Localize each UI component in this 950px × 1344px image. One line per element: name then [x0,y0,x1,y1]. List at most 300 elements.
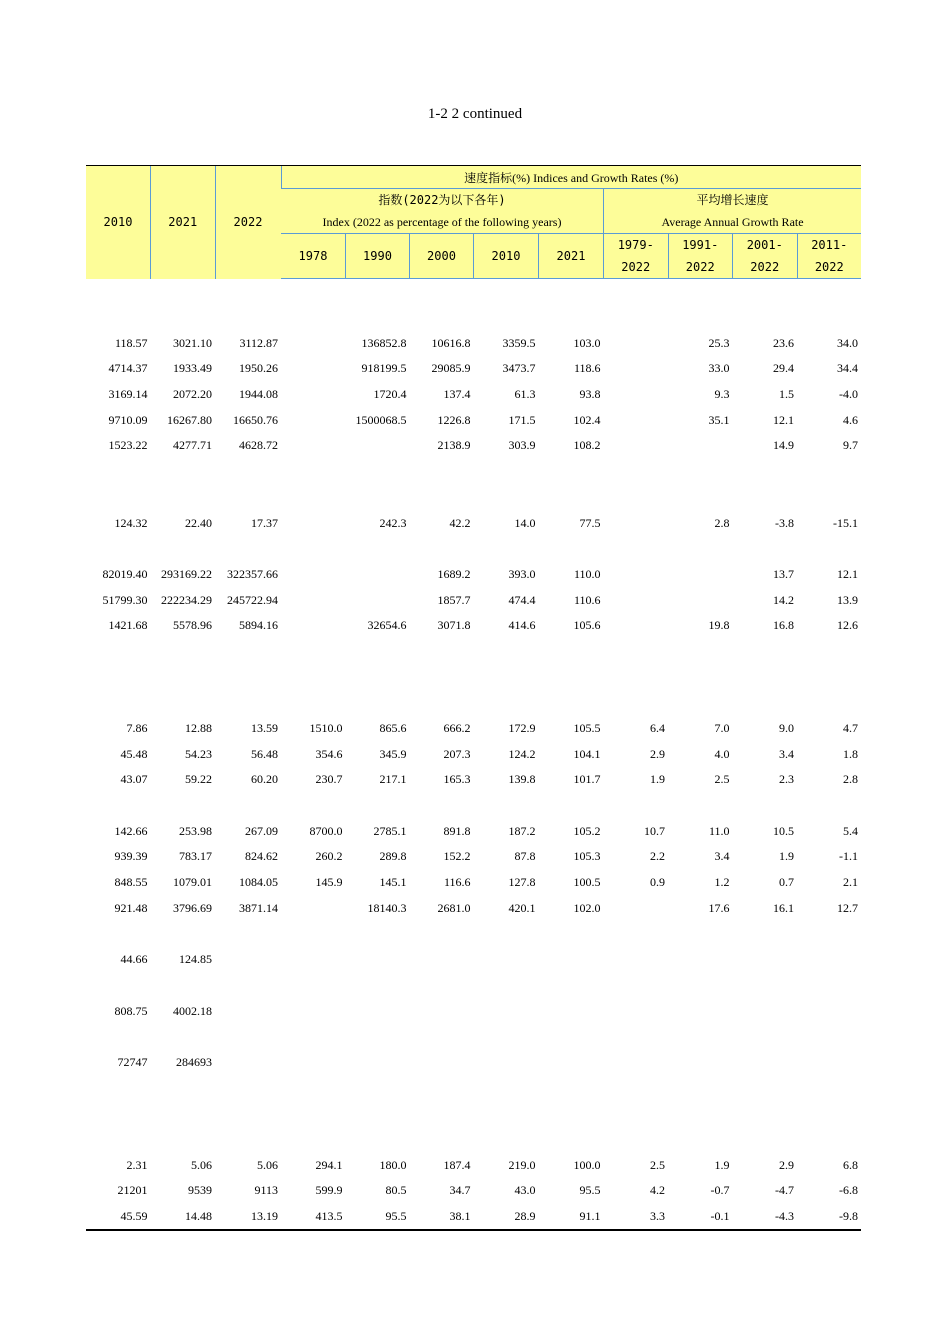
table-cell: 217.1 [379,772,407,787]
table-cell [668,1024,733,1050]
table-cell [474,536,539,562]
table-cell [797,998,861,1024]
table-cell: 0.9 [650,875,665,890]
table-cell [668,1101,733,1127]
table-cell [604,433,669,459]
table-cell [604,536,669,562]
index-year-1990: 1990 [346,234,410,279]
table-cell [151,664,216,690]
table-cell [797,1075,861,1101]
table-cell [668,536,733,562]
table-row [86,870,861,896]
table-cell [668,793,733,819]
table-cell [604,587,669,613]
table-cell [733,1024,798,1050]
table-cell [668,664,733,690]
table-cell [215,279,281,305]
table-cell [346,947,410,973]
table-cell: 1.9 [779,849,794,864]
table-cell [346,305,410,331]
table-cell [539,1101,604,1127]
table-cell: 56.48 [251,746,278,761]
table-cell [151,1075,216,1101]
table-cell [604,921,669,947]
table-body [86,279,861,1231]
table-cell: 918199.5 [361,361,407,376]
table-cell [668,639,733,665]
table-cell [668,1127,733,1153]
table-cell [281,896,346,922]
group-header-indices: 速度指标(%) Indices and Growth Rates (%) [281,166,861,189]
table-cell [733,1050,798,1076]
table-cell [86,305,151,331]
index-year-2000: 2000 [410,234,474,279]
spacer-row [86,459,861,485]
table-cell [346,1050,410,1076]
table-cell [604,947,669,973]
table-cell: 187.2 [508,823,536,838]
index-year-2021: 2021 [539,234,604,279]
page-title: 1-2 2 continued [427,106,523,122]
table-cell: 5.06 [191,1157,212,1172]
table-cell [539,305,604,331]
table-cell: 891.8 [443,823,471,838]
table-cell [410,1050,474,1076]
table-cell: 171.5 [508,412,536,427]
table-cell: 6.8 [843,1157,859,1172]
table-cell: 11.0 [708,823,730,838]
table-cell [86,485,151,511]
table-cell [604,973,669,999]
spacer-row [86,536,861,562]
table-cell [281,356,346,382]
table-cell [604,356,669,382]
table-cell [604,613,669,639]
table-cell [281,613,346,639]
table-cell: 2.1 [843,875,859,890]
spacer-row [86,1101,861,1127]
table-cell [410,793,474,819]
table-cell: 1510.0 [309,721,343,736]
table-cell: 10.5 [773,823,794,838]
table-cell: 43.07 [120,772,148,787]
table-cell: 1.8 [843,746,859,761]
table-row [86,330,861,356]
table-cell [86,536,151,562]
table-cell: 3871.14 [239,900,278,915]
table-cell [733,536,798,562]
table-cell: 666.2 [443,721,471,736]
table-cell [86,793,151,819]
table-cell [797,536,861,562]
table-cell: 4.6 [843,412,859,427]
growth-header-en: Average Annual Growth Rate [661,215,804,229]
table-cell: 103.0 [573,335,601,350]
table-cell: 2.8 [843,772,859,787]
table-cell: 413.5 [281,1204,346,1231]
table-cell: 124.2 [508,746,536,761]
table-cell: -4.7 [775,1183,794,1198]
table-cell: 12.6 [837,618,859,633]
table-cell: 1950.26 [239,361,278,376]
table-cell [346,973,410,999]
table-cell [539,459,604,485]
table-cell: 2.5 [650,1157,665,1172]
table-cell [281,1075,346,1101]
table-cell: 2.5 [714,772,730,787]
table-cell: 101.7 [573,772,601,787]
table-cell [151,305,216,331]
table-cell: 808.75 [114,1003,148,1018]
table-cell: 172.9 [508,721,536,736]
table-cell [410,690,474,716]
table-cell: 2681.0 [437,900,471,915]
table-cell [86,664,151,690]
table-cell: 783.17 [179,849,212,864]
table-cell: 118.57 [114,335,148,350]
table-cell [604,1075,669,1101]
index-header-en: Index (2022 as percentage of the following years) [322,215,562,229]
table-cell [604,510,669,536]
table-cell [346,587,410,613]
table-cell [797,664,861,690]
table-cell: -15.1 [833,515,859,530]
table-cell [410,921,474,947]
table-cell [86,639,151,665]
table-cell: 3.3 [604,1204,669,1231]
table-cell [281,587,346,613]
table-cell [410,998,474,1024]
table-cell [733,1127,798,1153]
table-cell [604,998,669,1024]
table-cell: 8700.0 [309,823,343,838]
table-cell: 222234.29 [161,592,212,607]
table-cell [86,1101,151,1127]
table-cell [346,1075,410,1101]
table-cell: 23.6 [773,335,794,350]
table-cell [410,664,474,690]
spacer-row [86,305,861,331]
table-cell [281,947,346,973]
table-cell [539,973,604,999]
table-cell: 108.2 [573,438,601,453]
table-cell [474,1050,539,1076]
table-cell: 1933.49 [173,361,212,376]
table-row [86,1152,861,1178]
table-cell [346,1127,410,1153]
table-cell [346,1024,410,1050]
table-cell [474,459,539,485]
table-cell: 322357.66 [227,566,278,581]
table-cell [668,1050,733,1076]
table-cell: 1523.22 [108,438,148,453]
table-cell [281,1024,346,1050]
table-cell [410,1024,474,1050]
table-row [86,562,861,588]
table-cell [797,1101,861,1127]
table-cell [539,279,604,305]
table-cell [604,382,669,408]
table-cell [281,921,346,947]
table-cell [346,279,410,305]
table-cell: 17.6 [708,900,730,915]
table-cell: 51799.30 [102,592,148,607]
table-cell [668,433,733,459]
spacer-row [86,1075,861,1101]
table-cell [474,1024,539,1050]
table-cell: 3796.69 [173,900,212,915]
table-cell [346,1101,410,1127]
table-cell: 289.8 [379,849,407,864]
table-cell [797,639,861,665]
table-cell: 4.2 [650,1183,665,1198]
table-cell: 1079.01 [173,875,212,890]
table-cell: 4277.71 [173,438,212,453]
table-row [86,818,861,844]
table-cell [474,1127,539,1153]
table-cell [539,1127,604,1153]
table-cell: 824.62 [245,849,278,864]
table-cell [215,793,281,819]
table-cell [151,690,216,716]
table-cell: 145.1 [379,875,407,890]
table-cell [668,947,733,973]
table-cell [410,1075,474,1101]
table-cell [86,1127,151,1153]
table-cell [474,305,539,331]
table-cell: 7.0 [714,721,730,736]
col-header-year-2021: 2021 [151,166,216,279]
growth-period-2001: 2001- 2022 [733,234,798,279]
table-cell: 284693 [176,1054,212,1069]
table-cell: 267.09 [245,823,278,838]
table-cell: 1421.68 [108,618,148,633]
table-cell [474,279,539,305]
table-cell [539,1024,604,1050]
table-cell [346,664,410,690]
table-cell [474,690,539,716]
table-cell: 1857.7 [437,592,471,607]
table-cell [215,921,281,947]
table-cell [281,382,346,408]
table-cell: 5578.96 [173,618,212,633]
spacer-row [86,1127,861,1153]
table-cell: 16.1 [773,900,794,915]
table-cell: 80.5 [385,1183,407,1198]
table-cell [215,1101,281,1127]
table-cell: 7.86 [126,721,148,736]
table-cell: 25.3 [708,335,730,350]
table-cell: 124.85 [179,952,212,967]
table-cell: 91.1 [539,1204,604,1231]
growth-period-2011: 2011- 2022 [797,234,861,279]
table-cell: 124.32 [114,515,148,530]
table-cell [604,459,669,485]
table-cell: 2785.1 [373,823,407,838]
table-cell [410,536,474,562]
table-cell: 865.6 [379,721,407,736]
table-cell: 95.5 [346,1204,410,1231]
table-cell: 3359.5 [502,335,536,350]
table-cell [668,1075,733,1101]
table-cell [733,998,798,1024]
table-cell: 43.0 [514,1183,536,1198]
table-cell: 16267.80 [167,412,212,427]
table-cell [86,973,151,999]
table-cell: 4714.37 [108,361,148,376]
table-cell: 139.8 [508,772,536,787]
table-cell [151,536,216,562]
table-cell: 3.4 [714,849,730,864]
table-cell [539,664,604,690]
table-cell: 2.9 [650,746,665,761]
table-cell [733,690,798,716]
table-cell: 4628.72 [239,438,278,453]
table-cell [410,1101,474,1127]
table-cell [215,1127,281,1153]
table-cell: -6.8 [839,1183,859,1198]
table-cell: 14.0 [514,515,536,530]
table-cell: 22.40 [185,515,212,530]
table-cell: 145.9 [315,875,343,890]
table-cell [281,639,346,665]
col-header-year-2010: 2010 [86,166,151,279]
table-row [86,1204,861,1231]
spacer-row [86,279,861,305]
table-cell: 93.8 [579,387,601,402]
table-cell: 104.1 [573,746,601,761]
table-cell: 242.3 [379,515,407,530]
table-cell: 34.7 [449,1183,471,1198]
table-cell [733,639,798,665]
table-cell [733,485,798,511]
table-cell: 13.7 [773,566,794,581]
table-cell [733,279,798,305]
table-cell [215,639,281,665]
table-cell: 354.6 [315,746,343,761]
table-cell [86,921,151,947]
table-cell: 16650.76 [233,412,278,427]
table-row [86,407,861,433]
table-cell [215,1050,281,1076]
table-cell [733,973,798,999]
table-cell: 19.8 [708,618,730,633]
table-cell: 345.9 [379,746,407,761]
table-cell: 2138.9 [437,438,471,453]
table-cell: 2.8 [714,515,730,530]
table-cell [281,279,346,305]
table-cell [281,305,346,331]
table-cell [151,921,216,947]
table-cell [604,793,669,819]
table-cell [668,690,733,716]
table-cell: 34.0 [837,335,859,350]
table-cell [281,407,346,433]
table-cell: 34.4 [837,361,859,376]
table-cell: 12.88 [185,721,212,736]
table-cell [797,305,861,331]
table-cell: -9.8 [797,1204,861,1231]
table-row [86,716,861,742]
table-cell [539,639,604,665]
table-cell [215,690,281,716]
table-cell [539,793,604,819]
table-cell [474,1101,539,1127]
table-cell: 29085.9 [431,361,471,376]
table-cell: 9.3 [714,387,730,402]
table-cell [797,793,861,819]
table-cell: 137.4 [443,387,471,402]
table-cell: 82019.40 [102,566,148,581]
table-cell [215,998,281,1024]
table-cell [604,305,669,331]
table-cell [797,279,861,305]
table-cell [281,664,346,690]
table-cell [281,1127,346,1153]
table-cell: 72747 [117,1054,148,1069]
table-cell [539,485,604,511]
table-cell [281,330,346,356]
table-cell [733,459,798,485]
table-cell [410,947,474,973]
table-row [86,767,861,793]
table-cell: 9539 [188,1183,212,1198]
table-cell: 1500068.5 [355,412,407,427]
table-cell: 59.22 [185,772,212,787]
table-cell [346,536,410,562]
table-cell [281,485,346,511]
table-cell: 0.7 [779,875,794,890]
table-cell [797,1050,861,1076]
table-cell [733,1075,798,1101]
table-row [86,1050,861,1076]
table-cell: 848.55 [114,875,148,890]
table-cell: 474.4 [508,592,536,607]
table-cell: 4.7 [843,721,859,736]
table-cell [604,1024,669,1050]
table-cell: 10616.8 [431,335,471,350]
table-cell [86,1024,151,1050]
table-cell: 1.9 [650,772,665,787]
table-cell: 219.0 [508,1157,536,1172]
spacer-row [86,639,861,665]
table-cell [604,1127,669,1153]
table-cell [281,510,346,536]
table-cell [346,690,410,716]
table-cell [539,690,604,716]
table-cell: 28.9 [474,1204,539,1231]
table-cell [281,536,346,562]
table-cell [604,330,669,356]
table-cell: 102.0 [573,900,601,915]
table-cell: -1.1 [839,849,859,864]
table-cell: 2072.20 [173,387,212,402]
table-cell: 2.9 [779,1157,794,1172]
table-cell: 3112.87 [239,335,278,350]
table-cell [668,485,733,511]
spacer-row [86,690,861,716]
table-cell [668,279,733,305]
table-cell: 14.2 [773,592,794,607]
table-cell: 32654.6 [367,618,407,633]
table-cell [733,305,798,331]
spacer-row [86,973,861,999]
table-cell [410,485,474,511]
table-cell [604,639,669,665]
table-cell [151,1024,216,1050]
table-cell [215,536,281,562]
table-cell: 61.3 [514,387,536,402]
